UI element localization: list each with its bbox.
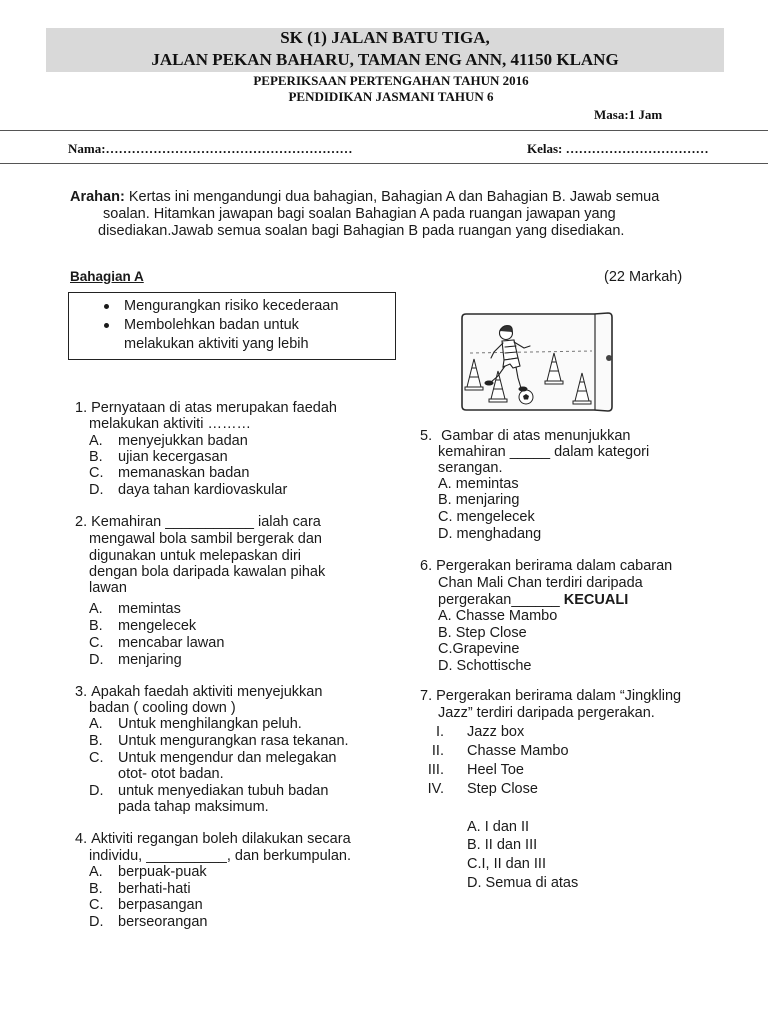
question-7-item-2: Chasse Mambo bbox=[467, 743, 569, 759]
question-7-item-3-numeral: III. bbox=[427, 762, 444, 778]
question-2-option-a-letter: A. bbox=[89, 601, 103, 617]
question-4-option-b: berhati-hati bbox=[118, 881, 191, 897]
statement-bullet-1: Mengurangkan risiko kecederaan bbox=[124, 298, 339, 314]
question-1-option-b: ujian kecergasan bbox=[118, 449, 228, 465]
soccer-dribbling-figure bbox=[458, 311, 618, 415]
question-5-option-d: D. menghadang bbox=[438, 526, 542, 542]
question-7-option-c: C.I, II dan III bbox=[467, 856, 546, 872]
question-2-option-c: mencabar lawan bbox=[118, 635, 225, 651]
question-2-option-c-letter: C. bbox=[89, 635, 104, 651]
question-5-stem-line-3: serangan. bbox=[438, 460, 503, 476]
question-2-stem-line-2: mengawal bola sambil bergerak dan bbox=[89, 531, 322, 547]
question-7-item-1-numeral: I. bbox=[435, 724, 444, 740]
question-1-option-a: menyejukkan badan bbox=[118, 433, 248, 449]
instructions-line-1 bbox=[70, 188, 659, 206]
question-3-option-c-letter: C. bbox=[89, 750, 104, 766]
question-6-stem-line-2: Chan Mali Chan terdiri daripada bbox=[438, 575, 643, 591]
question-3-option-c: Untuk mengendur dan melegakan bbox=[118, 750, 337, 766]
question-7-stem-text: Pergerakan berirama dalam “Jingkling bbox=[436, 688, 682, 704]
question-1-option-d-letter: D. bbox=[89, 482, 104, 498]
question-4-stem-line-1 bbox=[75, 830, 351, 848]
question-1-number: 1. bbox=[75, 400, 88, 416]
instructions-line-2: soalan. Hitamkan jawapan bagi soalan Bahagian A pada ruangan jawapan yang bbox=[103, 206, 616, 222]
soccer-ball-icon bbox=[519, 390, 533, 404]
question-2-stem-line-4: dengan bola daripada kawalan pihak bbox=[89, 564, 326, 580]
question-3-option-c-cont: otot- otot badan. bbox=[118, 766, 224, 782]
question-7-stem-line-2: Jazz” terdiri daripada pergerakan. bbox=[438, 705, 655, 721]
question-2-option-d-letter: D. bbox=[89, 652, 104, 668]
question-2-option-a: memintas bbox=[118, 601, 181, 617]
question-7-item-1: Jazz box bbox=[467, 724, 525, 740]
question-2-option-b: mengelecek bbox=[118, 618, 197, 634]
instructions-text-1: Kertas ini mengandungi dua bahagian, Bahagian A dan Bahagian B. Jawab semua bbox=[128, 189, 660, 205]
question-4-stem-line-2: individu, __________, dan berkumpulan. bbox=[89, 848, 352, 864]
question-3-option-a: Untuk menghilangkan peluh. bbox=[118, 716, 302, 732]
question-3-option-b-letter: B. bbox=[89, 733, 103, 749]
question-7-option-d: D. Semua di atas bbox=[467, 875, 579, 891]
question-4-number: 4. bbox=[75, 831, 88, 847]
school-header-band bbox=[46, 28, 724, 72]
student-name-field: Nama:………………………………………………… bbox=[68, 141, 353, 156]
question-7-option-b: B. II dan III bbox=[467, 837, 538, 853]
question-6-option-b: B. Step Close bbox=[438, 625, 527, 641]
question-5-option-a: A. memintas bbox=[438, 476, 519, 492]
exam-duration: Masa:1 Jam bbox=[594, 107, 663, 122]
question-1-option-b-letter: B. bbox=[89, 449, 103, 465]
question-3-option-b: Untuk mengurangkan rasa tekanan. bbox=[118, 733, 349, 749]
question-7-number: 7. bbox=[420, 688, 433, 704]
statement-bullet-2-cont: melakukan aktiviti yang lebih bbox=[124, 336, 309, 352]
section-title: Bahagian A bbox=[70, 269, 144, 284]
question-1-option-c-letter: C. bbox=[89, 465, 104, 481]
exam-title: PEPERIKSAAN PERTENGAHAN TAHUN 2016 bbox=[253, 73, 529, 88]
statement-bullet-2: Membolehkan badan untuk bbox=[124, 317, 299, 333]
instructions-label: Arahan: bbox=[70, 189, 125, 205]
header-divider-bottom bbox=[0, 163, 768, 164]
question-3-stem-line-2: badan ( cooling down ) bbox=[89, 700, 236, 716]
question-2-stem-text: Kemahiran ___________ ialah cara bbox=[91, 514, 321, 530]
bullet-icon bbox=[104, 323, 109, 328]
question-1-option-d: daya tahan kardiovaskular bbox=[118, 482, 288, 498]
question-7-item-3: Heel Toe bbox=[467, 762, 524, 778]
question-4-stem-text: Aktiviti regangan boleh dilakukan secara bbox=[91, 831, 351, 847]
question-1-option-a-letter: A. bbox=[89, 433, 103, 449]
question-5-stem-text: Gambar di atas menunjukkan bbox=[441, 428, 631, 444]
question-1-stem-text: Pernyataan di atas merupakan faedah bbox=[91, 400, 337, 416]
instructions-line-3: disediakan.Jawab semua soalan bagi Bahagian B pada ruangan yang disediakan. bbox=[98, 223, 625, 239]
question-2-stem-line-5: lawan bbox=[89, 580, 127, 596]
question-3-option-d-cont: pada tahap maksimum. bbox=[118, 799, 269, 815]
question-7-option-a: A. I dan II bbox=[467, 819, 530, 835]
question-3-option-d-letter: D. bbox=[89, 783, 104, 799]
question-6-stem-text-3: pergerakan______ bbox=[438, 592, 560, 608]
question-5-option-c: C. mengelecek bbox=[438, 509, 535, 525]
question-5-stem-line-2: kemahiran _____ dalam kategori bbox=[438, 444, 650, 460]
question-4-option-d: berseorangan bbox=[118, 914, 208, 930]
question-1-stem-line-2: melakukan aktiviti ……… bbox=[89, 416, 251, 432]
question-3-option-a-letter: A. bbox=[89, 716, 103, 732]
school-address: JALAN PEKAN BAHARU, TAMAN ENG ANN, 41150 KLANG bbox=[151, 50, 619, 69]
question-6-stem-line-1 bbox=[420, 557, 672, 575]
bullet-icon bbox=[104, 304, 109, 309]
school-name: SK (1) JALAN BATU TIGA, bbox=[280, 28, 490, 47]
question-2-stem-line-3: digunakan untuk melepaskan diri bbox=[89, 548, 301, 564]
question-3-number: 3. bbox=[75, 684, 88, 700]
question-6-number: 6. bbox=[420, 558, 433, 574]
question-1-option-c: memanaskan badan bbox=[118, 465, 250, 481]
figure-frame bbox=[462, 313, 612, 411]
section-marks: (22 Markah) bbox=[604, 269, 683, 285]
question-4-option-c-letter: C. bbox=[89, 897, 104, 913]
question-3-stem-text: Apakah faedah aktiviti menyejukkan bbox=[91, 684, 323, 700]
question-4-option-a: berpuak-puak bbox=[118, 864, 207, 880]
question-5-number: 5. bbox=[420, 428, 433, 444]
question-3-option-d: untuk menyediakan tubuh badan bbox=[118, 783, 329, 799]
question-4-option-b-letter: B. bbox=[89, 881, 103, 897]
question-7-item-2-numeral: II. bbox=[431, 743, 444, 759]
question-5-option-b: B. menjaring bbox=[438, 492, 520, 508]
question-4-option-d-letter: D. bbox=[89, 914, 104, 930]
question-6-stem-text: Pergerakan berirama dalam cabaran bbox=[436, 558, 673, 574]
header-divider-top bbox=[0, 130, 768, 131]
question-2-number: 2. bbox=[75, 514, 88, 530]
question-4-option-c: berpasangan bbox=[118, 897, 203, 913]
question-2-option-b-letter: B. bbox=[89, 618, 103, 634]
student-class-field: Kelas: …………………………… bbox=[527, 141, 709, 156]
question-6-option-d: D. Schottische bbox=[438, 658, 532, 674]
frame-knob bbox=[606, 355, 612, 361]
question-6-emphasis: KECUALI bbox=[563, 592, 629, 608]
question-7-stem-line-1 bbox=[420, 687, 681, 705]
subject-title: PENDIDIKAN JASMANI TAHUN 6 bbox=[288, 89, 494, 104]
question-7-item-4: Step Close bbox=[467, 781, 538, 797]
question-6-option-a: A. Chasse Mambo bbox=[438, 608, 558, 624]
question-6-option-c: C.Grapevine bbox=[438, 641, 520, 657]
question-4-option-a-letter: A. bbox=[89, 864, 103, 880]
question-7-item-4-numeral: IV. bbox=[427, 781, 444, 797]
question-2-stem-line-1 bbox=[75, 513, 321, 531]
question-2-option-d: menjaring bbox=[118, 652, 182, 668]
